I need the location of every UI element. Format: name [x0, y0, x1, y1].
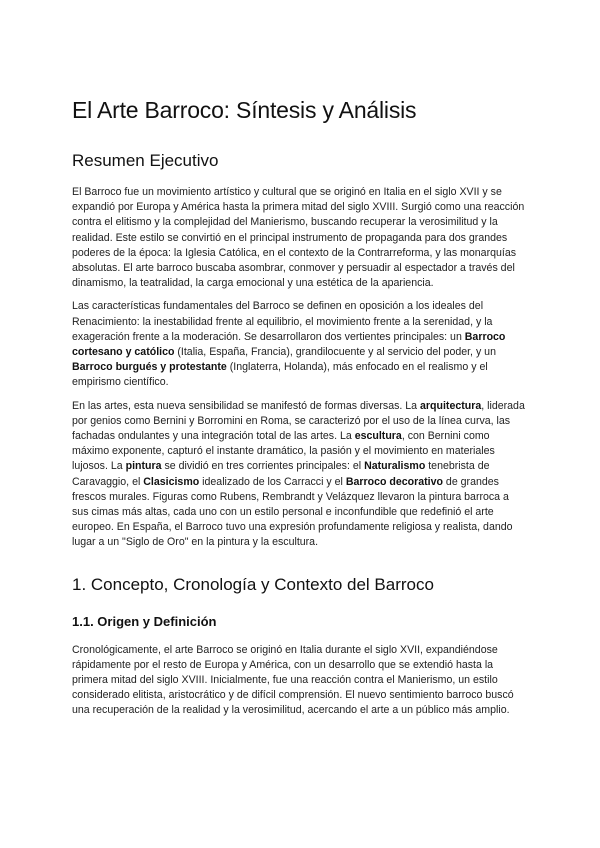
bold-term: escultura: [354, 430, 402, 443]
bold-term: Barroco burgués y protestante: [72, 361, 227, 374]
bold-term: arquitectura: [420, 399, 482, 412]
section-1-heading: 1. Concepto, Cronología y Contexto del Barroco: [72, 574, 434, 594]
bold-term: pintura: [125, 460, 162, 473]
bold-term: Clasicismo: [143, 475, 200, 488]
summary-paragraph-1: El Barroco fue un movimiento artístico y cultural que se originó en Italia en el siglo XVII y se expandió por Europa y América hasta la primera mitad del siglo XVIII. Surgió como una reacción contra el elitismo y la complejidad del Manierismo, buscando recuperar la verosimilitud y la realidad. Este estilo se convirtió en el principal instrumento de propaganda para dos grandes poderes de la época: la Iglesia Católica, en el contexto de la Contrarreforma, y las monarquías absolutas. El arte barroco buscaba asombrar, conmover y persuadir al espectador a través del dinamismo, la teatralidad, la carga emocional y una estética de la apariencia.: [72, 186, 525, 290]
document-title: El Arte Barroco: Síntesis y Análisis: [72, 97, 417, 123]
section-1-1-body: [72, 643, 526, 719]
bold-term: Barroco cortesano y católico: [72, 330, 506, 359]
executive-summary: [72, 185, 526, 551]
section-1-1-paragraph: Cronológicamente, el arte Barroco se originó en Italia durante el siglo XVII, expandiéndose rápidamente por el resto de Europa y América, con un desarrollo que se extendió hasta la primera mitad del siglo XVIII. Inicialmente, fue una reacción contra el Manierismo, un estilo considerado elitista, aristocrático y de difícil comprensión. El nuevo sentimiento barroco buscó una recuperación de la realidad y la verosimilitud, acercando el arte a un público más amplio.: [72, 643, 514, 717]
bold-term: Barroco decorativo: [345, 475, 443, 488]
summary-paragraph-3: En las artes, esta nueva sensibilidad se manifestó de formas diversas. La arquitectura, liderada por genios como Bernini y Borromini en Roma, se caracterizó por el uso de la línea curva, las fachadas ondulantes y una integración total de las artes. La escultura, con Bernini como máximo exponente, capturó el instante dramático, la pasión y el movimiento en materiales lujosos. La pintura se dividió en tres corrientes principales: el Naturalismo tenebrista de Caravaggio, el Clasicismo idealizado de los Carracci y el Barroco decorativo de grandes frescos murales. Figuras como Rubens, Rembrandt y Velázquez llevaron la pintura barroca a sus cimas más altas, cada uno con un estilo personal e inconfundible que redefinió el arte europeo. En España, el Barroco tuvo una expresión profundamente religiosa y realista, dando lugar a un "Siglo de Oro" en la pintura y la escultura.: [72, 399, 525, 549]
executive-summary-heading: Resumen Ejecutivo: [72, 151, 219, 170]
section-1: [72, 573, 526, 719]
bold-term: Naturalismo: [364, 460, 426, 473]
summary-paragraph-2: Las características fundamentales del Barroco se definen en oposición a los ideales del Renacimiento: la inestabilidad frente al equilibrio, el movimiento frente a la serenidad, y la exageración frente a la moderación. Se desarrollaron dos vertientes principales: un Barroco cortesano y católico (Italia, España, Francia), grandilocuente y al servicio del poder, y un Barroco burgués y protestante (Inglaterra, Holanda), más enfocado en el realismo y el empirismo científico.: [72, 300, 506, 389]
section-1-1-heading: 1.1. Origen y Definición: [72, 613, 217, 629]
